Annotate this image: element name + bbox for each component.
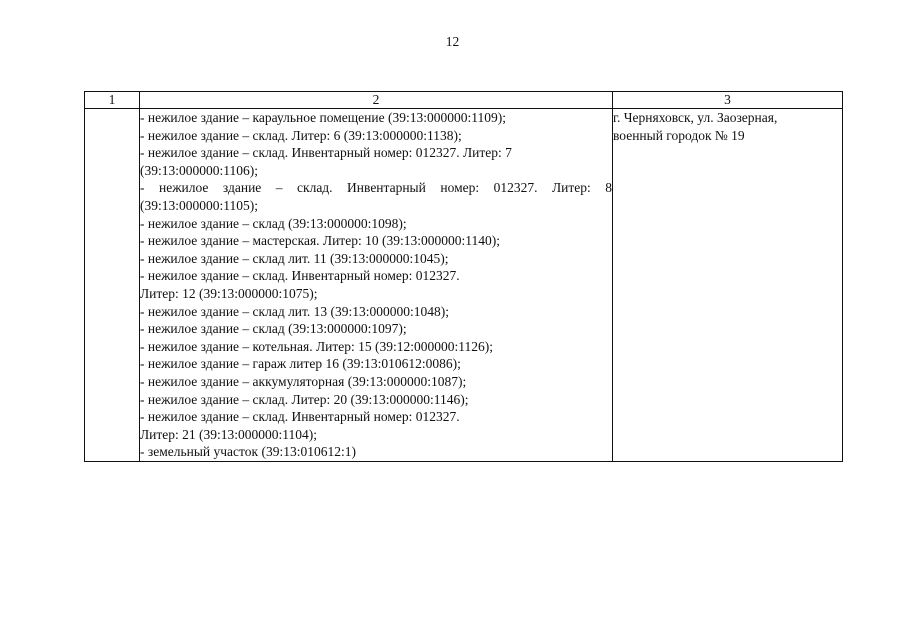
column-header-3: 3 [613,92,843,109]
property-list-line: - нежилое здание – котельная. Литер: 15 (39:12:000000:1126); [140,338,493,354]
property-list-line: Литер: 21 (39:13:000000:1104); [140,426,318,442]
cell-address [613,109,843,462]
property-list-line: - нежилое здание – аккумуляторная (39:13:000000:1087); [140,373,467,389]
table-header-row [85,92,843,109]
property-list-line: - нежилое здание – склад лит. 13 (39:13:000000:1048); [140,303,450,319]
table-row [85,109,843,462]
property-list-line: (39:13:000000:1106); [140,162,258,178]
property-list-line: - нежилое здание – мастерская. Литер: 10 (39:13:000000:1140); [140,233,500,249]
property-list-line: - нежилое здание – склад. Инвентарный номер: 012327. [140,409,460,425]
page-number: 12 [445,34,460,49]
cell-property-list [140,109,613,462]
property-list-line: - нежилое здание – караульное помещение (39:13:000000:1109); [140,110,506,125]
column-header-2: 2 [140,92,613,109]
property-list-line: - нежилое здание – склад. Литер: 20 (39:13:000000:1146); [140,391,469,407]
property-table [84,91,843,462]
address-line: г. Черняховск, ул. Заозерная, [613,110,778,125]
property-list-line: - нежилое здание – склад лит. 11 (39:13:000000:1045); [140,250,449,266]
property-list-line: (39:13:000000:1105); [140,197,258,213]
property-list-line: - нежилое здание – гараж литер 16 (39:13:010612:0086); [140,356,461,372]
column-header-1: 1 [85,92,140,109]
address-line: военный городок № 19 [613,128,745,143]
property-list-line: - нежилое здание – склад. Инвентарный номер: 012327. [140,268,460,284]
property-list-line: Литер: 12 (39:13:000000:1075); [140,285,318,301]
property-list-line: - нежилое здание – склад (39:13:000000:1097); [140,321,407,337]
cell-number [85,109,140,462]
property-list-line: - нежилое здание – склад (39:13:000000:1098); [140,215,407,231]
property-list-line: - нежилое здание – склад. Инвентарный номер: 012327. Литер: 8 [140,180,612,196]
property-list-line: - нежилое здание – склад. Инвентарный номер: 012327. Литер: 7 [140,145,512,161]
property-list-line: - земельный участок (39:13:010612:1) [140,444,356,460]
property-list-line: - нежилое здание – склад. Литер: 6 (39:13:000000:1138); [140,127,462,143]
